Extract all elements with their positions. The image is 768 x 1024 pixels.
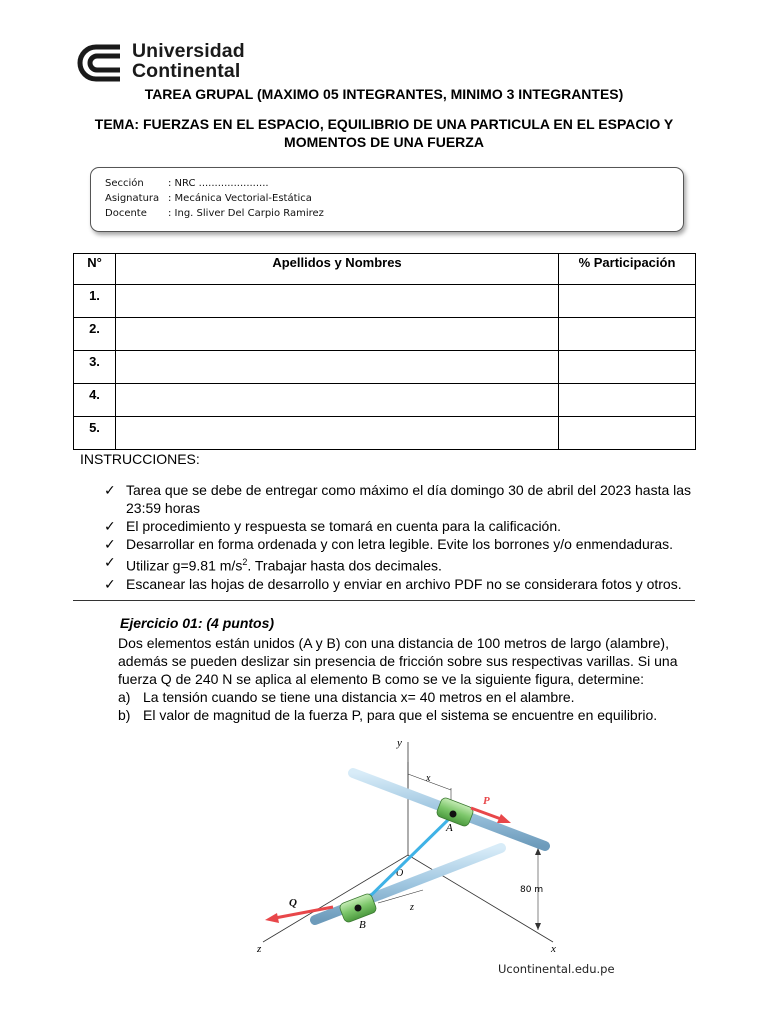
- check-icon: ✓: [104, 482, 116, 498]
- question-b: b) El valor de magnitud de la fuerza P, para que el sistema se encuentre en equilibrio.: [118, 707, 658, 723]
- table-row: [74, 384, 696, 417]
- participation-cell[interactable]: [559, 351, 696, 384]
- collar-B: [339, 893, 378, 924]
- instructions-title: INSTRUCCIONES:: [80, 451, 200, 467]
- logo-line1: Universidad: [132, 40, 245, 62]
- label-y: y: [397, 737, 402, 749]
- assignment-title: TAREA GRUPAL (MAXIMO 05 INTEGRANTES, MINIMO 3 INTEGRANTES): [144, 86, 624, 102]
- continental-c-icon: [76, 43, 128, 83]
- row-number: 4.: [74, 384, 116, 417]
- list-item: ✓ El procedimiento y respuesta se tomará en cuenta para la calificación.: [104, 518, 562, 534]
- row-number: 3.: [74, 351, 116, 384]
- label-A: A: [446, 822, 453, 834]
- question-a: a) La tensión cuando se tiene una distancia x= 40 metros en el alambre.: [118, 689, 575, 705]
- logo-line2: Continental: [132, 60, 241, 82]
- exercise-figure: [253, 730, 573, 960]
- row-number: 1.: [74, 285, 116, 318]
- list-item: ✓ Tarea que se debe de entregar como máximo el día domingo 30 de abril del 2023 hasta las 23:59 horas: [104, 482, 692, 516]
- members-table: [73, 253, 696, 450]
- topic-line-2: MOMENTOS DE UNA FUERZA: [284, 134, 484, 150]
- table-row: [74, 318, 696, 351]
- participation-cell[interactable]: [559, 285, 696, 318]
- list-item: ✓ Desarrollar en forma ordenada y con letra legible. Evite los borrones y/o enmendaduras.: [104, 536, 674, 552]
- table-header-row: [74, 254, 696, 285]
- check-icon: ✓: [104, 518, 116, 534]
- row-number: 2.: [74, 318, 116, 351]
- section-divider: [73, 600, 695, 601]
- name-cell[interactable]: [116, 417, 559, 450]
- name-cell[interactable]: [116, 285, 559, 318]
- teacher-row: Docente : Ing. Sliver Del Carpio Ramirez: [105, 208, 324, 219]
- collar-A: [436, 797, 475, 828]
- list-item: ✓ Utilizar g=9.81 $m/s^2$. Trabajar hasta dos decimales.: [104, 554, 442, 574]
- x-axis: [408, 855, 553, 942]
- university-logo: [76, 40, 266, 83]
- label-x-axis: x: [551, 943, 556, 955]
- row-number: 5.: [74, 417, 116, 450]
- label-height: 80 m: [520, 885, 544, 895]
- subject-row: Asignatura : Mecánica Vectorial-Estática: [105, 193, 312, 204]
- label-z-mid: z: [410, 902, 414, 913]
- check-icon: ✓: [104, 536, 116, 552]
- instructions-list: [104, 481, 704, 593]
- label-x-top: x: [426, 773, 431, 784]
- check-icon: ✓: [104, 575, 116, 592]
- footer-url: Ucontinental.edu.pe: [498, 962, 615, 976]
- table-row: [74, 417, 696, 450]
- name-cell[interactable]: [116, 318, 559, 351]
- section-row: Sección : NRC ......................: [105, 178, 269, 189]
- check-icon: ✓: [104, 554, 116, 570]
- header-names: Apellidos y Nombres: [116, 254, 559, 285]
- exercise-body: [118, 634, 700, 724]
- exercise-statement: Dos elementos están unidos (A y B) con una distancia de 100 metros de largo (alambre), además se pueden deslizar sin presencia de fricción sobre sus respectivas varillas. Si una fuerza Q de 240 N se aplica al elemento B como se ve la siguiente figura, determine:: [118, 635, 678, 687]
- label-P: P: [483, 795, 490, 807]
- z-axis: [263, 855, 408, 942]
- label-Q: Q: [289, 897, 297, 909]
- header-number: N°: [74, 254, 116, 285]
- participation-cell[interactable]: [559, 417, 696, 450]
- name-cell[interactable]: [116, 384, 559, 417]
- header-participation: % Participación: [559, 254, 696, 285]
- topic-line-1: TEMA: FUERZAS EN EL ESPACIO, EQUILIBRIO DE UNA PARTICULA EN EL ESPACIO Y: [94, 116, 674, 132]
- participation-cell[interactable]: [559, 384, 696, 417]
- name-cell[interactable]: [116, 351, 559, 384]
- exercise-title: Ejercicio 01: (4 puntos): [120, 615, 275, 631]
- table-row: [74, 285, 696, 318]
- label-z-axis: z: [257, 943, 262, 955]
- label-O: O: [396, 868, 404, 879]
- list-item: ✓ Escanear las hojas de desarrollo y enviar en archivo PDF no se considerara fotos y otros.: [104, 575, 682, 592]
- cable-AB: [358, 815, 453, 908]
- label-B: B: [359, 919, 366, 931]
- course-info-box: [90, 167, 684, 232]
- table-row: [74, 351, 696, 384]
- participation-cell[interactable]: [559, 318, 696, 351]
